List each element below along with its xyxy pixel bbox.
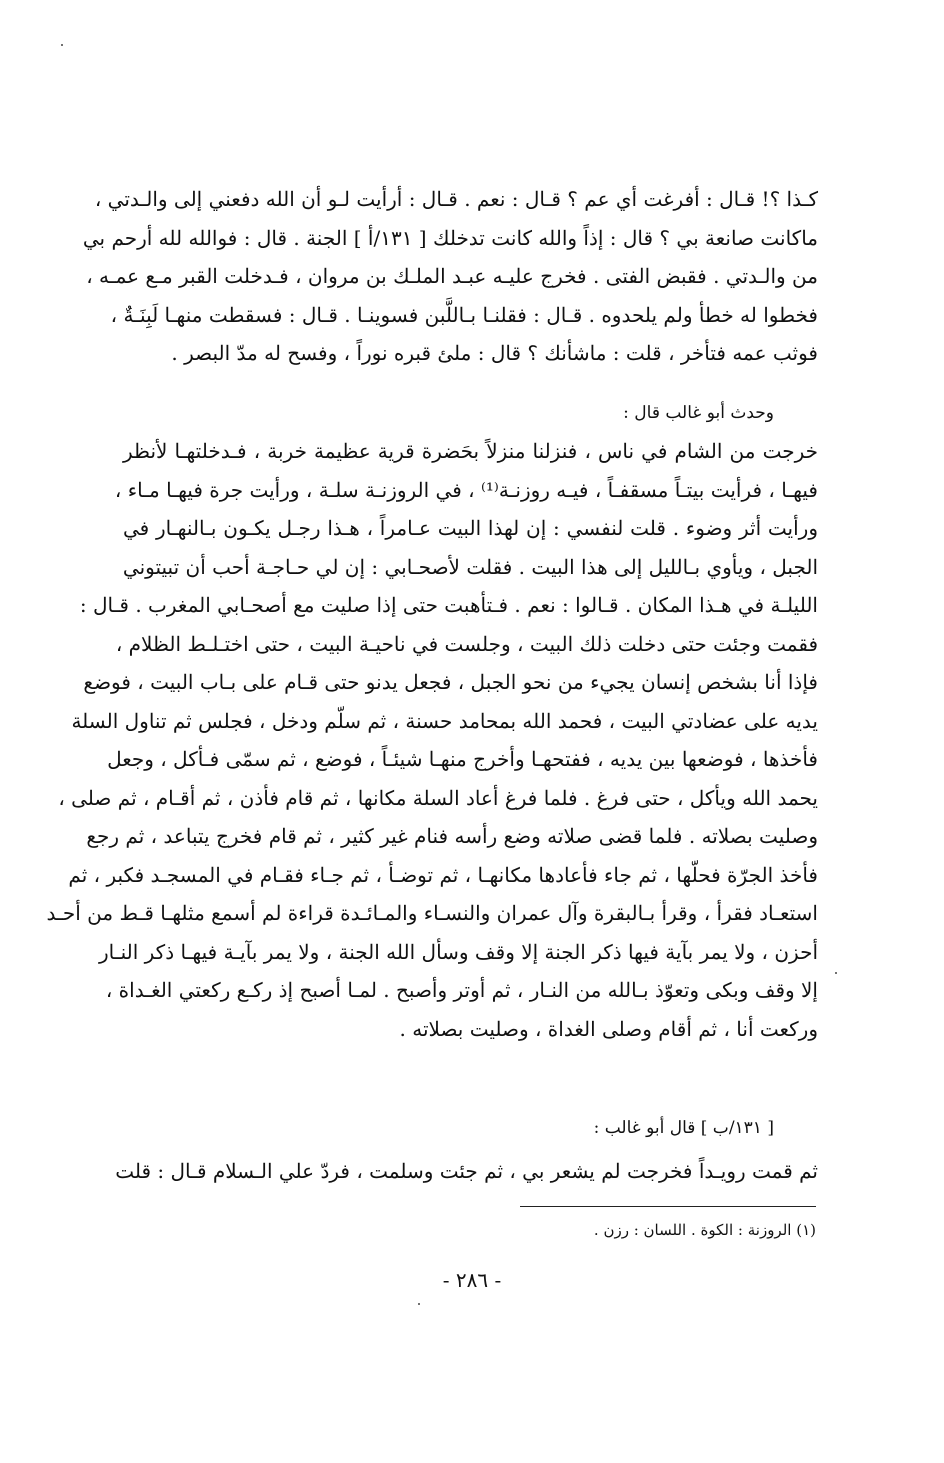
narration-heading: [ ١٣١/ب ] قال أبو غالب : [593, 1118, 774, 1138]
paragraph-3 [115, 1152, 818, 1191]
footnote-divider [520, 1206, 816, 1207]
text-line: فوثب عمه فتأخر ، قلت : ماشأنك ؟ قال : ملئ قبره نوراً ، وفسح له مدّ البصر . [171, 341, 818, 365]
paragraph-2 [46, 432, 818, 1048]
text-line: فخطوا له خطأ ولم يلحدوه . قـال : فقلنـا بـاللَّبن فسوينـا . قـال : فسقطت منهـا لَبِنَـةٌ ، [110, 302, 818, 327]
text-line: فقمت وجئت حتى دخلت ذلك البيت ، وجلست في ناحيـة البيت ، حتى اختـلـط الظلام ، [115, 631, 818, 656]
narration-heading: وحدث أبو غالب قال : [623, 403, 774, 423]
scan-speck [418, 1303, 420, 1305]
text-line: يديه على عضادتي البيت ، فحمد الله بمحامد حسنة ، ثم سلّم ودخل ، فجلس ثم تناول السلة [71, 708, 818, 733]
text-line: ماكانت صانعة بي ؟ قال : إذاً والله كانت تدخلك [ ١٣١/أ ] الجنة . قال : فوالله لله أرحم بي [82, 225, 818, 250]
text-line: أحزن ، ولا يمر بآية فيها ذكر الجنة إلا وقف وسأل الله الجنة ، ولا يمر بآيـة فيهـا ذكر النـار [98, 939, 818, 964]
scan-speck [61, 44, 63, 46]
text-line: فإذا أنا بشخص إنسان يجيء من نحو الجبل ، فجعل يدنو حتى قـام على بـاب البيت ، فوضع [83, 670, 818, 694]
text-line: استعـاد فقرأ ، وقرأ بـالبقرة وآل عمران والنسـاء والمـائـدة قراءة لم أسمع مثلهـا قـط من أحـد [46, 901, 818, 925]
text-line: الجبل ، ويأوي بـالليل إلى هذا البيت . فقلت لأصحـابي : إن لي حـاجـة أحب أن تبيتوني [122, 554, 818, 579]
footnote: (١) الروزنة : الكوة . اللسان : رزن . [593, 1221, 816, 1239]
text-line: ثم قمت رويـداً فخرجت لم يشعر بي ، ثم جئت وسلمت ، فردّ علي الـسلام قـال : قلت [115, 1159, 818, 1183]
text-line: الليلـة في هـذا المكان . قـالوا : نعم . فـتأهبت حتى إذا صليت مع أصحـابي المغرب . قـال : [79, 593, 818, 617]
text-line: وركعت أنا ، ثم أقام وصلى الغداة ، وصليت بصلاته . [399, 1016, 818, 1041]
text-line: فأخذ الجرّة فحلّها ، ثم جاء فأعادها مكانهـا ، ثم توضـأ ، ثم جـاء فقـام في المسجـد فكبر ، ثم [68, 862, 818, 887]
text-line: كـذا ؟! قـال : أفرغت أي عم ؟ قـال : نعم . قـال : أرأيت لـو أن الله دفعني إلى والـدتي ، [94, 187, 818, 211]
text-line: يحمد الله ويأكل ، حتى فرغ . فلما فرغ أعاد السلة مكانها ، ثم قام فأذن ، ثم أقـام ، ثم صلى ، [58, 785, 818, 810]
text-line: فأخذها ، فوضعها بين يديه ، ففتحهـا وأخرج منهـا شيئـاً ، فوضع ، ثم سمّى فـأكل ، وجعل [107, 747, 818, 771]
text-line: وصليت بصلاته . فلما قضى صلاته وضع رأسه فنام غير كثير ، ثم قام فخرج يتباعد ، ثم رجع [86, 824, 818, 848]
text-line: خرجت من الشام في ناس ، فنزلنا منزلاً بحَضرة قرية عظيمة خربة ، فـدخلتهـا لأنظر [123, 439, 818, 463]
text-line: من والـدتي . فقبض الفتى . فخرج عليـه عبـد الملـك بن مروان ، فـدخلت القبر مـع عمـه ، [86, 264, 818, 288]
paragraph-1 [82, 180, 818, 373]
text-line: فيهـا ، فرأيت بيتـاً مسقفـاً ، فيـه روزنـة⁽¹⁾ ، في الروزنـة سلـة ، ورأيت جرة فيهـا مـاء ، [114, 477, 818, 502]
scan-speck [835, 972, 837, 974]
text-line: ورأيت أثر وضوء . قلت لنفسي : إن لهذا البيت عـامراً ، هـذا رجـل يكـون بـالنهـار في [123, 516, 818, 540]
text-line: إلا وقف وبكى وتعوّذ بـالله من النـار ، ثم أوتر وأصبح . لمـا أصبح إذ ركـع ركعتي الغـداة ، [105, 978, 818, 1002]
page-number: - ٢٨٦ - [442, 1268, 502, 1292]
